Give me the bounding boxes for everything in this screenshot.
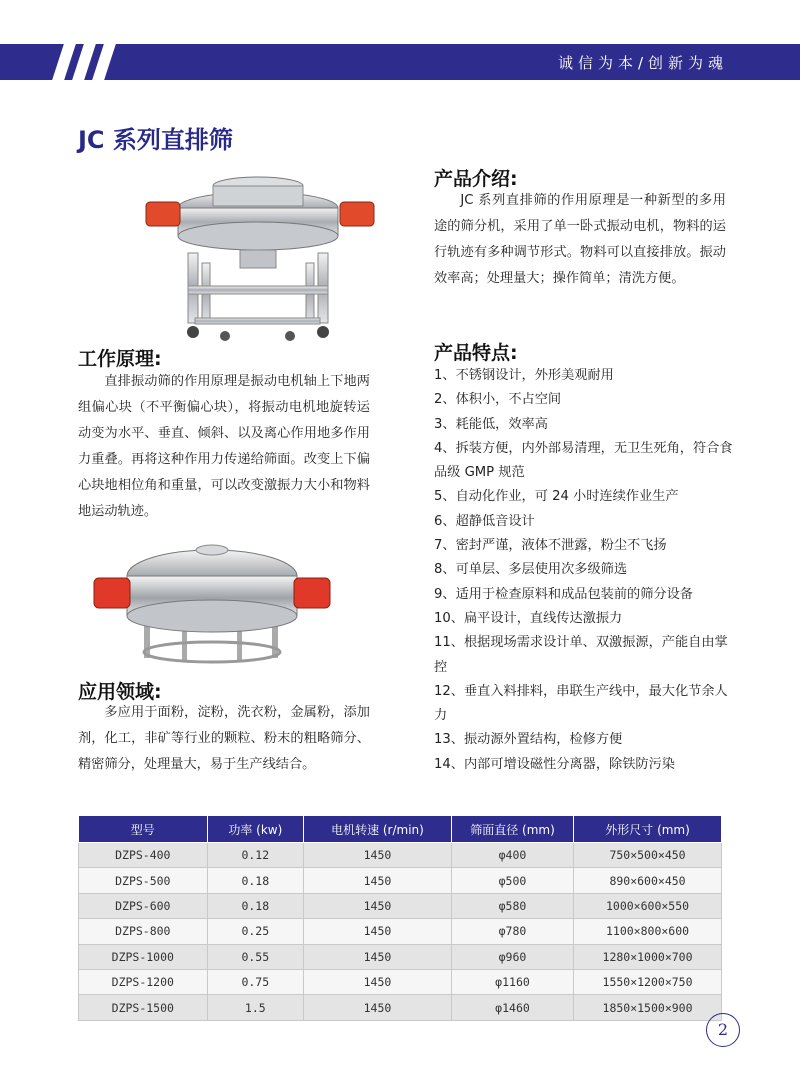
application-text (78, 700, 370, 778)
table-cell: 0.18 (207, 893, 303, 918)
application-paragraph: 多应用于面粉，淀粉，洗衣粉，金属粉，添加剂，化工，非矿等行业的颗粒、粉末的粗略筛分、精密筛分，处理量大，易于生产线结合。 (78, 705, 370, 772)
table-cell: φ780 (451, 919, 573, 944)
table-cell: 1280×1000×700 (574, 944, 722, 969)
table-cell: 1450 (304, 843, 452, 868)
table-cell: 1450 (304, 868, 452, 893)
principle-heading: 工作原理: (78, 348, 162, 370)
table-cell: φ1460 (451, 995, 573, 1020)
table-header-row (79, 816, 722, 843)
feature-item: 7、密封严谨，液体不泄露，粉尘不飞扬 (434, 538, 667, 554)
table-cell: 0.25 (207, 919, 303, 944)
table-cell: 1450 (304, 919, 452, 944)
feature-item: 1、不锈钢设计，外形美观耐用 (434, 368, 614, 383)
table-cell: φ1160 (451, 969, 573, 994)
page-title: JC 系列直排筛 (78, 126, 233, 154)
feature-item: 10、扁平设计，直线传达激振力 (434, 610, 623, 626)
feature-item: 13、振动源外置结构，检修方便 (434, 732, 623, 748)
table-row (79, 843, 722, 868)
table-cell: 890×600×450 (574, 868, 722, 893)
table-cell: φ580 (451, 893, 573, 918)
feature-item: 2、体积小，不占空间 (434, 392, 562, 408)
table-cell: 1450 (304, 995, 452, 1020)
intro-paragraph: JC 系列直排筛的作用原理是一种新型的多用途的筛分机，采用了单一卧式振动电机，物料的运行轨迹有多种调节形式。物料可以直接排放。振动效率高；处理量大；操作简单；清洗方便。 (434, 193, 726, 286)
table-row (79, 893, 722, 918)
table-row (79, 919, 722, 944)
table-cell: 0.75 (207, 969, 303, 994)
table-cell: φ960 (451, 944, 573, 969)
table-cell: 0.18 (207, 868, 303, 893)
table-cell: 1550×1200×750 (574, 969, 722, 994)
table-cell: 1450 (304, 944, 452, 969)
feature-item: 5、自动化作业，可 24 小时连续作业生产 (434, 489, 679, 505)
intro-heading: 产品介绍: (434, 168, 518, 190)
table-cell: 1.5 (207, 995, 303, 1020)
table-row (79, 969, 722, 994)
header-stripe (92, 44, 116, 80)
table-cell: 1450 (304, 969, 452, 994)
column-header: 功率 (kw) (207, 816, 303, 843)
machine-photo-round (92, 540, 332, 670)
application-heading: 应用领域: (78, 681, 162, 703)
header-stripe (52, 44, 76, 80)
table-cell: 0.12 (207, 843, 303, 868)
features-heading: 产品特点: (434, 342, 518, 364)
feature-item: 12、垂直入料排料，串联生产线中，最大化节余人力 (434, 683, 728, 724)
column-header: 型号 (79, 816, 208, 843)
table-cell: φ400 (451, 843, 573, 868)
feature-item: 8、可单层、多层使用次多级筛选 (434, 562, 628, 578)
table-row (79, 868, 722, 893)
table-cell: φ500 (451, 868, 573, 893)
table-cell: 1850×1500×900 (574, 995, 722, 1020)
machine-photo-stand (140, 168, 380, 348)
table-row (79, 944, 722, 969)
intro-text (434, 188, 726, 292)
feature-item: 4、拆装方便，内外部易清理，无卫生死角，符合食品级 GMP 规范 (434, 440, 733, 481)
page-number: 2 (706, 1013, 740, 1047)
table-cell: DZPS-500 (79, 868, 208, 893)
features-list (434, 364, 734, 777)
header-bar (0, 44, 800, 80)
table-row (79, 995, 722, 1020)
feature-item: 3、耗能低，效率高 (434, 416, 548, 432)
table-cell: 1100×800×600 (574, 919, 722, 944)
table-cell: DZPS-1000 (79, 944, 208, 969)
feature-item: 6、超静低音设计 (434, 513, 535, 529)
header-slogan: 诚信为本/创新为魂 (557, 54, 728, 72)
column-header: 筛面直径 (mm) (451, 816, 573, 843)
table-cell: DZPS-800 (79, 919, 208, 944)
spec-table (78, 815, 722, 1021)
principle-paragraph: 直排振动筛的作用原理是振动电机轴上下地两组偏心块（不平衡偏心块），将振动电机地旋转运动变为水平、垂直、倾斜、以及离心作用地多作用力重叠。再将这种作用力传递给筛面。改变上下偏心块地相位角和重量，可以改变激振力大小和物料地运动轨迹。 (78, 374, 370, 519)
table-cell: DZPS-600 (79, 893, 208, 918)
column-header: 电机转速 (r/min) (304, 816, 452, 843)
table-cell: 750×500×450 (574, 843, 722, 868)
table-cell: 0.55 (207, 944, 303, 969)
table-cell: 1450 (304, 893, 452, 918)
table-cell: DZPS-1200 (79, 969, 208, 994)
feature-item: 14、内部可增设磁性分离器，除铁防污染 (434, 756, 675, 772)
principle-text (78, 369, 370, 525)
header-stripe (72, 44, 96, 80)
column-header: 外形尺寸 (mm) (574, 816, 722, 843)
feature-item: 11、根据现场需求设计单、双激振源，产能自由掌控 (434, 635, 728, 675)
table-cell: 1000×600×550 (574, 893, 722, 918)
feature-item: 9、适用于检查原料和成品包装前的筛分设备 (434, 586, 693, 602)
table-cell: DZPS-400 (79, 843, 208, 868)
table-cell: DZPS-1500 (79, 995, 208, 1020)
